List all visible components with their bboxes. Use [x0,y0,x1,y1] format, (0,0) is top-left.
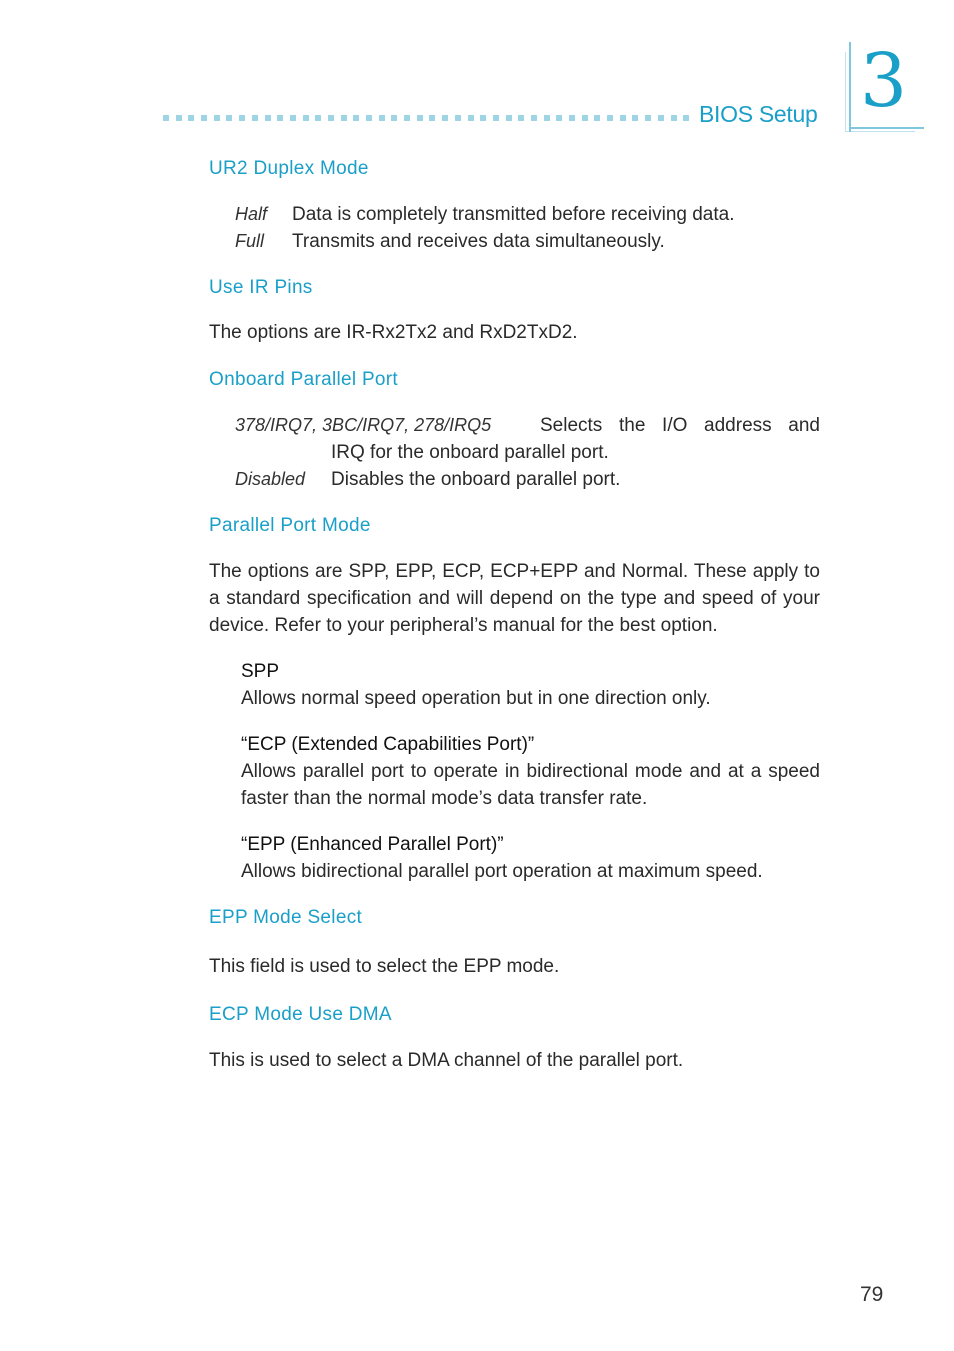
section-heading-ur2-duplex: UR2 Duplex Mode [209,158,369,179]
header-dot-rule [163,115,693,123]
option-term: Disabled [235,469,306,489]
chapter-number: 3 [860,38,908,124]
header-dot [480,115,486,121]
header-dot [226,115,232,121]
header-dot [379,115,385,121]
option-description: Selects the I/O address and [540,415,820,436]
header-dot [328,115,334,121]
header-dot [594,115,600,121]
header-dot [176,115,182,121]
header-dot [366,115,372,121]
header-dot [391,115,397,121]
option-term: 378/IRQ7, 3BC/IRQ7, 278/IRQ5 [235,415,492,435]
subheading-ecp: “ECP (Extended Capabilities Port)” [241,734,535,755]
subsection-paragraph: Allows parallel port to operate in bidirectional mode and at a speed faster than the normal mode’s data transfer rate. [241,761,820,809]
option-term: Half [235,204,268,224]
header-dot [556,115,562,121]
option-description: Transmits and receives data simultaneously. [292,231,665,252]
section-paragraph: This is used to select a DMA channel of the parallel port. [209,1050,684,1071]
header-dot [518,115,524,121]
header-dot [252,115,258,121]
chapter-frame-line [849,127,924,129]
option-description: IRQ for the onboard parallel port. [331,442,609,463]
header-dot [163,115,169,121]
section-heading-onboard-parallel-port: Onboard Parallel Port [209,369,399,390]
section-paragraph: The options are SPP, EPP, ECP, ECP+EPP and Normal. These apply to a standard specification and will depend on the type and speed of your device. Refer to your peripheral’s manual for the best option. [209,561,820,636]
header-dot [277,115,283,121]
section-heading-ecp-mode-use-dma: ECP Mode Use DMA [209,1004,392,1025]
header-dot [290,115,296,121]
header-dot [468,115,474,121]
subsection-paragraph: Allows bidirectional parallel port operation at maximum speed. [241,861,763,882]
header-dot [645,115,651,121]
header-dot [683,115,689,121]
section-heading-use-ir-pins: Use IR Pins [209,277,313,298]
chapter-frame-line [845,52,846,132]
chapter-frame-line [849,42,851,132]
header-dot [671,115,677,121]
header-dot [353,115,359,121]
chapter-frame-line [845,131,915,132]
section-heading-parallel-port-mode: Parallel Port Mode [209,515,371,536]
header-dot [417,115,423,121]
header-dot [632,115,638,121]
header-dot [201,115,207,121]
page-number: 79 [860,1283,884,1306]
option-description: Data is completely transmitted before receiving data. [292,204,735,225]
subheading-spp: SPP [241,661,280,682]
header-dot [582,115,588,121]
header-dot [544,115,550,121]
header-dot [607,115,613,121]
header-dot [658,115,664,121]
header-dot [506,115,512,121]
option-description: Disables the onboard parallel port. [331,469,621,490]
header-dot [442,115,448,121]
header-dot [429,115,435,121]
header-dot [239,115,245,121]
header-dot [341,115,347,121]
header-dot [620,115,626,121]
option-term: Full [235,231,265,251]
header-dot [315,115,321,121]
header-dot [404,115,410,121]
header-dot [569,115,575,121]
subsection-paragraph: Allows normal speed operation but in one direction only. [241,688,711,709]
section-heading-epp-mode-select: EPP Mode Select [209,907,363,928]
header-dot [531,115,537,121]
subheading-epp: “EPP (Enhanced Parallel Port)” [241,834,504,855]
header-dot [265,115,271,121]
header-dot [188,115,194,121]
section-paragraph: The options are IR-Rx2Tx2 and RxD2TxD2. [209,322,578,343]
header-dot [455,115,461,121]
section-paragraph: This field is used to select the EPP mode. [209,956,560,977]
header-dot [214,115,220,121]
header-dot [493,115,499,121]
header-title: BIOS Setup [699,101,818,127]
header-dot [303,115,309,121]
